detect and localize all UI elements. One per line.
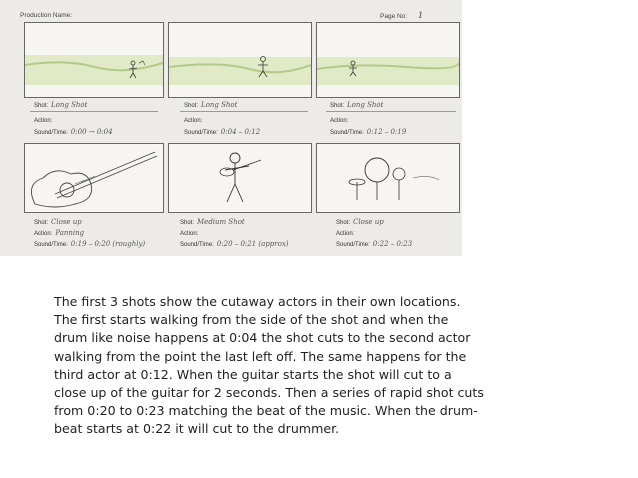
storyboard-description: The first 3 shots show the cutaway actors in their own locations. The first starts walking from the side of the shot and when the drum like noise happens at 0:04 the shot cuts to the second actor walking from the point the last left off. The same happens for the third actor at 0:12. When the guitar starts the shot will cut to a close up of the guitar for 2 seconds. Then a series of rapid shot cuts from 0:20 to 0:23 matching the beat of the music. When the drum-beat starts at 0:22 it will cut to the drummer. (54, 294, 484, 437)
panel-4-shot-row: Shot: Close up (34, 218, 82, 226)
divider (326, 111, 456, 112)
panel-6-action-row: Action: (336, 231, 355, 237)
panel-5-guitarist-sketch (169, 144, 311, 212)
panel-2-shot-row: Shot: Long Shot (184, 101, 238, 109)
divider (30, 111, 158, 112)
panel-3-sound-row: Sound/Time: 0:12 – 0:19 (330, 128, 407, 136)
panel-1-sound-value: 0:00 → 0:04 (70, 128, 113, 136)
panel-2-sound-value: 0:04 – 0:12 (220, 128, 261, 136)
panel-6-sound-row: Sound/Time: 0:22 – 0:23 (336, 240, 413, 248)
panel-6-sound-value: 0:22 – 0:23 (372, 240, 413, 248)
panel-2-sound-row: Sound/Time: 0:04 – 0:12 (184, 128, 261, 136)
panel-3-sketch (317, 23, 459, 97)
panel-4-guitar-sketch (25, 144, 163, 212)
panel-3-action-row: Action: (330, 118, 349, 124)
panel-5-action-row: Action: (180, 231, 199, 237)
panel-1-sound-row: Sound/Time: 0:00 → 0:04 (34, 128, 113, 136)
storyboard-panel-4 (24, 143, 164, 213)
panel-6-shot-row: Shot: Close up (336, 218, 384, 226)
panel-4-action-value: Panning (55, 229, 85, 237)
panel-5-sound-row: Sound/Time: 0:20 – 0:21 (approx) (180, 240, 289, 248)
storyboard-panel-1 (24, 22, 164, 98)
panel-1-shot-value: Long Shot (51, 101, 88, 109)
divider (180, 111, 308, 112)
production-name-label: Production Name: (20, 12, 73, 19)
panel-3-sound-value: 0:12 – 0:19 (366, 128, 407, 136)
panel-4-action-row: Action: Panning (34, 229, 85, 237)
panel-6-drummer-sketch (317, 144, 459, 212)
storyboard-panel-3 (316, 22, 460, 98)
storyboard-panel-5 (168, 143, 312, 213)
storyboard-scan (0, 0, 462, 256)
panel-2-sketch (169, 23, 311, 97)
panel-5-shot-row: Shot: Medium Shot (180, 218, 245, 226)
storyboard-panel-6 (316, 143, 460, 213)
panel-2-shot-value: Long Shot (201, 101, 238, 109)
storyboard-panel-2 (168, 22, 312, 98)
panel-2-action-row: Action: (184, 118, 203, 124)
panel-6-shot-value: Close up (353, 218, 384, 226)
panel-5-shot-value: Medium Shot (197, 218, 245, 226)
panel-3-shot-row: Shot: Long Shot (330, 101, 384, 109)
panel-4-shot-value: Close up (51, 218, 82, 226)
panel-3-shot-value: Long Shot (347, 101, 384, 109)
page-number-label: Page No: (380, 13, 408, 20)
panel-4-sound-row: Sound/Time: 0:19 – 0:20 (roughly) (34, 240, 146, 248)
panel-5-sound-value: 0:20 – 0:21 (approx) (216, 240, 289, 248)
panel-4-sound-value: 0:19 – 0:20 (roughly) (70, 240, 146, 248)
panel-1-sketch (25, 23, 163, 97)
page-number-value: 1 (418, 11, 424, 20)
panel-1-action-row: Action: (34, 118, 53, 124)
panel-1-shot-row: Shot: Long Shot (34, 101, 88, 109)
